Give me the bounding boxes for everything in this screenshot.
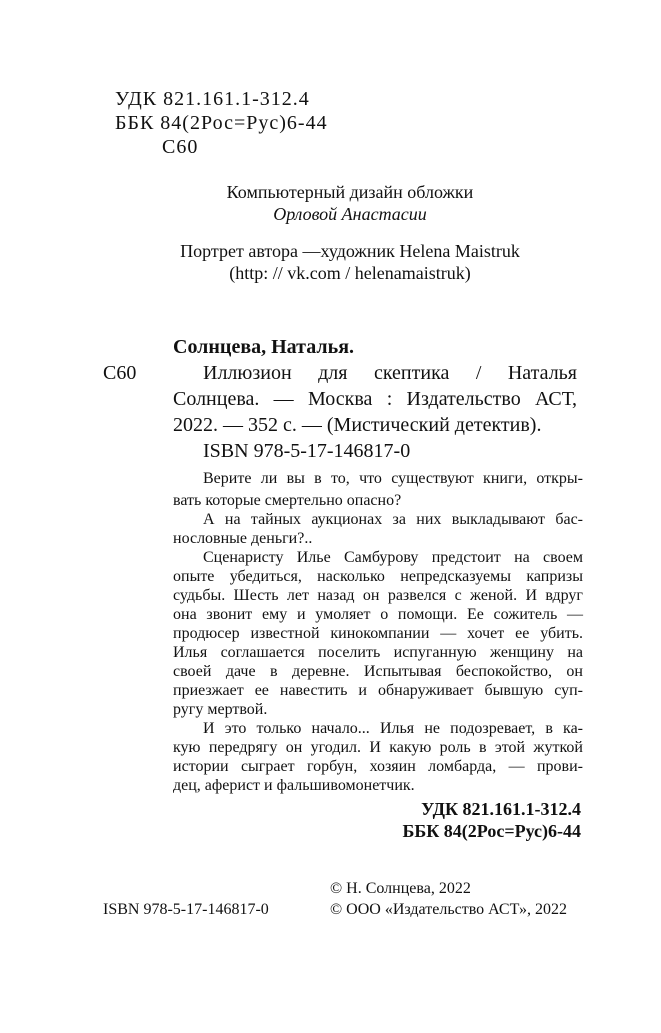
annotation-line: своей даче в деревне. Испытывая беспокойство, он	[173, 663, 583, 680]
annotation-line: Верите ли вы в то, что существуют книги, откры-	[203, 470, 583, 487]
catalog-entry-line: 2022. — 352 с. — (Мистический детектив).	[173, 414, 542, 436]
udk-code-bottom: УДК 821.161.1-312.4	[421, 799, 581, 819]
udk-code: УДК 821.161.1-312.4	[115, 88, 310, 110]
annotation-line: Илья соглашается поселить испуганную женщину на	[173, 644, 583, 661]
annotation-line: приезжает ее навестить и обнаруживает бывшую суп-	[173, 682, 583, 699]
copyright-publisher: © ООО «Издательство АСТ», 2022	[330, 901, 567, 918]
catalog-entry-line: Иллюзион для скептика / Наталья	[203, 362, 577, 384]
annotation-line: судьбы. Шесть лет назад он развелся с женой. И вдруг	[173, 587, 583, 604]
portrait-credit-url: (http: // vk.com / helenamaistruk)	[229, 263, 471, 283]
cover-design-credit: Компьютерный дизайн обложки	[226, 182, 474, 202]
annotation-line: ругу мертвой.	[173, 701, 268, 718]
annotation-line: продюсер известной кинокомпании — хочет ее убить.	[173, 625, 583, 642]
catalog-entry-line: Солнцева. — Москва : Издательство АСТ,	[173, 388, 577, 410]
catalog-isbn: ISBN 978-5-17-146817-0	[203, 440, 411, 462]
annotation-line: А на тайных аукционах за них выкладывают бас-	[203, 511, 583, 528]
annotation-line: нословные деньги?..	[173, 530, 313, 547]
catalog-author-mark: С60	[103, 362, 137, 384]
annotation-line: кую передрягу он угодил. И какую роль в этой жуткой	[173, 739, 583, 756]
bbk-code: ББК 84(2Рос=Рус)6-44	[115, 112, 328, 134]
author-mark: С60	[162, 136, 199, 158]
footer-isbn: ISBN 978-5-17-146817-0	[103, 901, 269, 918]
copyright-author: © Н. Солнцева, 2022	[330, 880, 471, 897]
annotation-line: опыте убедиться, насколько непредсказуемы капризы	[173, 568, 583, 585]
annotation-line: Сценаристу Илье Самбурову предстоит на своем	[203, 549, 583, 566]
cover-designer-name: Орловой Анастасии	[273, 204, 427, 224]
annotation-line: дец, аферист и фальшивомонетчик.	[173, 777, 415, 794]
annotation-line: И это только начало... Илья не подозревает, в ка-	[203, 720, 583, 737]
author-heading: Солнцева, Наталья.	[173, 336, 355, 358]
annotation-line: она звонит ему и умоляет о помощи. Ее сожитель —	[173, 606, 583, 623]
annotation-line: вать которые смертельно опасно?	[173, 492, 402, 509]
portrait-credit: Портрет автора —художник Helena Maistruk	[180, 241, 520, 261]
annotation-line: истории сыграет горбун, хозяин ломбарда, — прови-	[173, 758, 583, 775]
bbk-code-bottom: ББК 84(2Рос=Рус)6-44	[402, 821, 581, 841]
